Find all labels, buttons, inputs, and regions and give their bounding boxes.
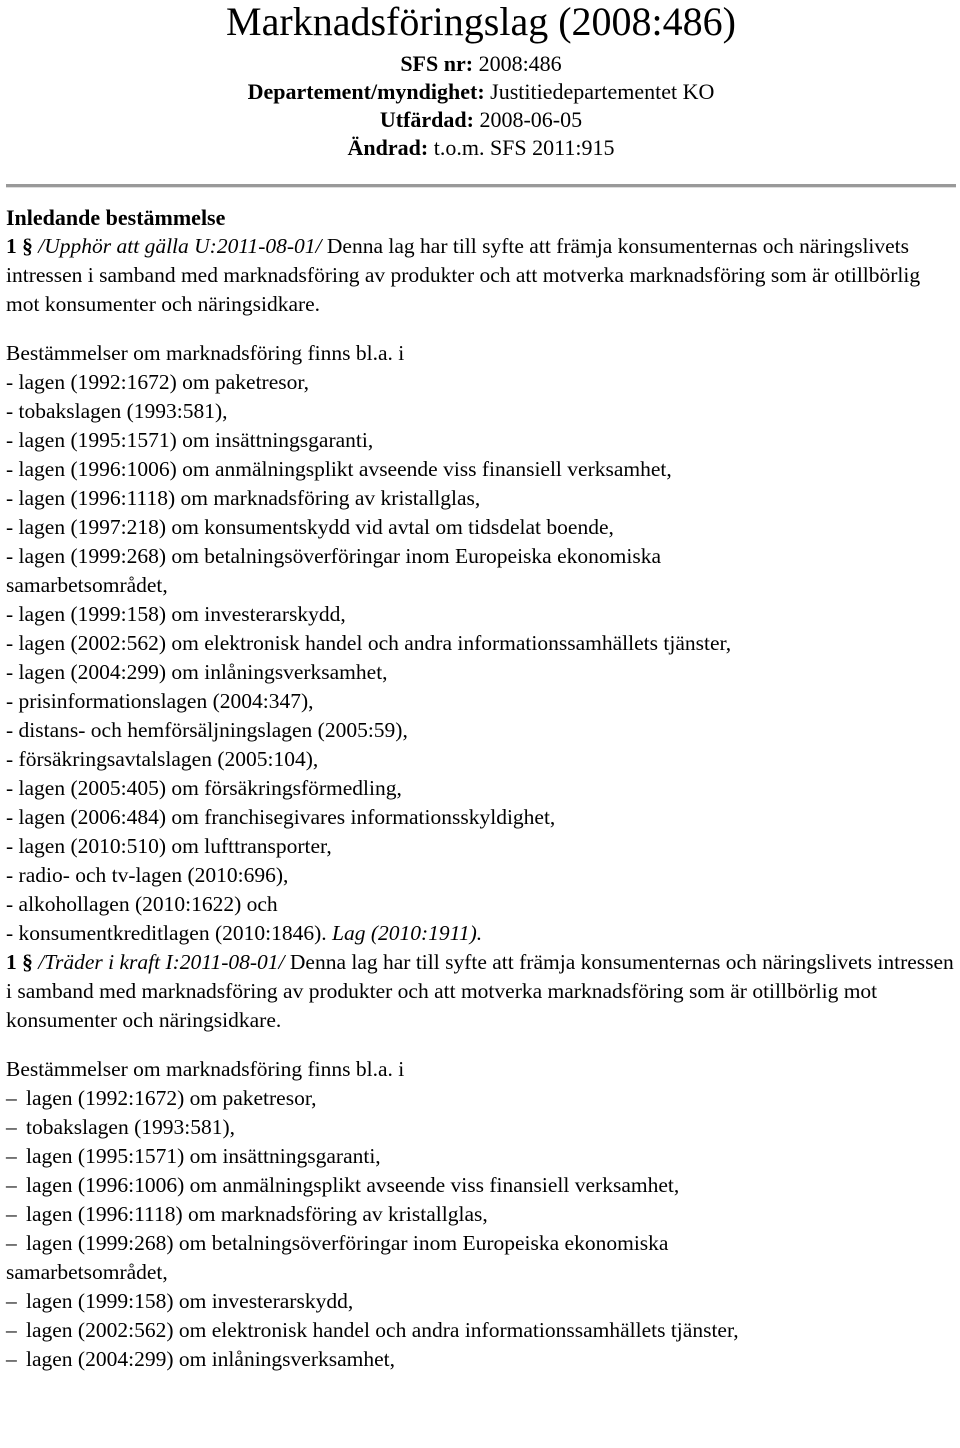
list-item-text: lagen (1996:1006) om anmälningsplikt avseende viss finansiell verksamhet,	[26, 1173, 680, 1197]
list-item: - försäkringsavtalslagen (2005:104),	[6, 747, 319, 771]
document-title: Marknadsföringslag (2008:486)	[226, 0, 736, 44]
list-dash: –	[6, 1086, 17, 1110]
paragraph-status: /Träder i kraft I:2011-08-01/	[38, 950, 285, 974]
list-item	[6, 1142, 956, 1171]
meta-label: Utfärdad:	[379, 107, 474, 132]
list-item: - lagen (2005:405) om försäkringsförmedling,	[6, 776, 402, 800]
list-dash: –	[6, 1231, 17, 1255]
list-item	[6, 1171, 956, 1200]
list-dash: –	[6, 1202, 17, 1226]
list-item	[6, 1229, 796, 1287]
list-item-text: lagen (1992:1672) om paketresor,	[26, 1086, 317, 1110]
paragraph-number: 1 §	[6, 950, 33, 974]
paragraph-1-trader	[6, 948, 956, 1035]
list-item: - radio- och tv-lagen (2010:696),	[6, 863, 289, 887]
list-item-text: lagen (1995:1571) om insättningsgaranti,	[26, 1144, 381, 1168]
list-item: - lagen (1996:1118) om marknadsföring av kristallglas,	[6, 486, 481, 510]
list-item-text: lagen (1999:158) om investerarskydd,	[26, 1289, 354, 1313]
paragraph-text: Denna lag har till syfte att främja konsumenternas och näringslivets intressen i samband med marknadsföring av produkter och att motverka marknadsföring som är otillbörlig mot konsumenter och näringsidkare.	[6, 950, 954, 1032]
meta-value: 2008-06-05	[473, 107, 583, 132]
meta-sfs-nr	[6, 50, 956, 78]
paragraph-status: /Upphör att gälla U:2011-08-01/	[38, 234, 322, 258]
list-item: - lagen (2006:484) om franchisegivares informationsskyldighet,	[6, 805, 556, 829]
list-dash: –	[6, 1115, 17, 1139]
section-heading: Inledande bestämmelse	[6, 205, 226, 230]
list-item: - prisinformationslagen (2004:347),	[6, 689, 314, 713]
list-item	[6, 1084, 956, 1113]
list-item: - lagen (2002:562) om elektronisk handel och andra informationssamhällets tjänster,	[6, 631, 732, 655]
list-item-text: lagen (2004:299) om inlåningsverksamhet,	[26, 1347, 396, 1371]
document-meta	[6, 50, 956, 162]
law-list-1	[6, 339, 956, 948]
document-page	[6, 0, 956, 1374]
list-intro: Bestämmelser om marknadsföring finns bl.a. i	[6, 341, 405, 365]
list-item: - lagen (1999:268) om betalningsöverföringar inom Europeiska ekonomiska samarbetsområdet,	[6, 544, 661, 597]
meta-label: SFS nr:	[400, 51, 474, 76]
list-intro: Bestämmelser om marknadsföring finns bl.a. i	[6, 1057, 405, 1081]
list-item: - lagen (1995:1571) om insättningsgaranti,	[6, 428, 374, 452]
meta-value: t.o.m. SFS 2011:915	[428, 135, 615, 160]
paragraph-number: 1 §	[6, 234, 33, 258]
list-item	[6, 1113, 956, 1142]
paragraph-text: Denna lag har till syfte att främja konsumenternas och näringslivets intressen i samband med marknadsföring av produkter och att motverka marknadsföring som är otillbörlig mot konsumenter och näringsidkare.	[6, 234, 921, 316]
list-item	[6, 1287, 956, 1316]
list-item	[6, 1316, 956, 1345]
list-item: - lagen (2010:510) om lufttransporter,	[6, 834, 332, 858]
list-item	[6, 1200, 956, 1229]
list-item: - lagen (2004:299) om inlåningsverksamhet,	[6, 660, 388, 684]
list-item-text: lagen (1999:268) om betalningsöverföringar inom Europeiska ekonomiska samarbetsområdet,	[6, 1231, 669, 1284]
list-item: - lagen (1996:1006) om anmälningsplikt avseende viss finansiell verksamhet,	[6, 457, 672, 481]
list-dash: –	[6, 1318, 17, 1342]
list-item-text: tobakslagen (1993:581),	[26, 1115, 235, 1139]
meta-label: Ändrad:	[347, 135, 429, 160]
list-item-text: - konsumentkreditlagen (2010:1846).	[6, 921, 327, 945]
amendment-reference: Lag (2010:1911).	[326, 921, 483, 945]
horizontal-divider	[6, 184, 956, 188]
list-item: - lagen (1997:218) om konsumentskydd vid avtal om tidsdelat boende,	[6, 515, 614, 539]
list-item: - lagen (1992:1672) om paketresor,	[6, 370, 310, 394]
meta-value: 2008:486	[473, 51, 562, 76]
list-dash: –	[6, 1347, 17, 1371]
list-dash: –	[6, 1173, 17, 1197]
list-item: - alkohollagen (2010:1622) och	[6, 892, 278, 916]
paragraph-1-upphor	[6, 232, 956, 319]
list-item: - distans- och hemförsäljningslagen (2005:59),	[6, 718, 408, 742]
list-item: - lagen (1999:158) om investerarskydd,	[6, 602, 346, 626]
list-dash: –	[6, 1144, 17, 1168]
law-list-2	[6, 1055, 956, 1374]
meta-label: Departement/myndighet:	[247, 79, 485, 104]
list-item: - tobakslagen (1993:581),	[6, 399, 228, 423]
list-item	[6, 1345, 956, 1374]
list-dash: –	[6, 1289, 17, 1313]
meta-value: Justitiedepartementet KO	[484, 79, 715, 104]
meta-issued	[6, 106, 956, 134]
list-item-text: lagen (1996:1118) om marknadsföring av kristallglas,	[26, 1202, 488, 1226]
meta-department	[6, 78, 956, 106]
list-item-text: lagen (2002:562) om elektronisk handel och andra informationssamhällets tjänster,	[26, 1318, 739, 1342]
meta-amended	[6, 134, 956, 162]
list-item-last	[6, 919, 956, 948]
